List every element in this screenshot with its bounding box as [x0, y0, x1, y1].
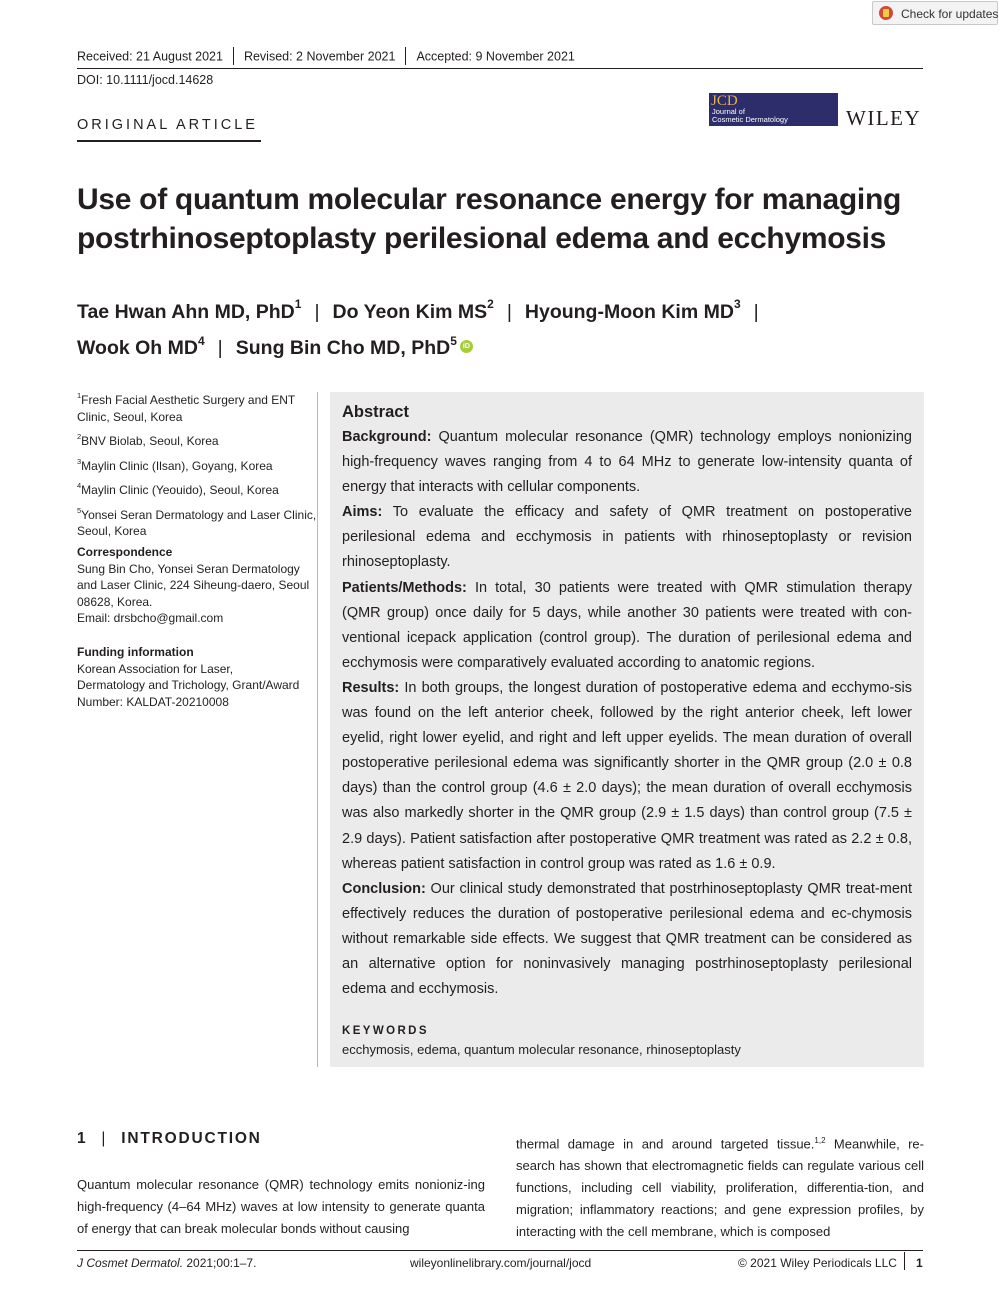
body-text-left: Quantum molecular resonance (QMR) technology emits nonioniz-ing high-frequency (4–64 MHz) waves at low intensity to generate quanta of energy that can break molecular bonds without causing: [77, 1177, 485, 1236]
correspondence-line: and Laser Clinic, 224 Siheung-daero, Seoul: [77, 578, 310, 592]
funding-line: Dermatology and Trichology, Grant/Award: [77, 678, 300, 692]
revised-date: Revised: 2 November 2021: [243, 49, 396, 64]
author[interactable]: Tae Hwan Ahn MD, PhD$^1$: [77, 297, 302, 323]
column-divider: [317, 392, 318, 1067]
footer-citation: J Cosmet Dermatol. 2021;00:1–7.: [77, 1256, 257, 1270]
abstract: [342, 399, 912, 1002]
footer-divider: [904, 1252, 905, 1270]
section-label: ORIGINAL ARTICLE: [77, 117, 258, 133]
author[interactable]: Hyoung-Moon Kim $MD^3$: [524, 297, 741, 323]
funding-information: [77, 644, 312, 710]
affiliation: $^1$Fresh Facial Aesthetic Surgery and ENT Clinic, Seoul, Korea: [77, 391, 296, 424]
received-date: Received: 21 August 2021: [77, 49, 223, 64]
check-for-updates-label: Check for updates: [901, 7, 999, 21]
correspondence: [77, 544, 312, 627]
body-text-right: thermal damage in and around targeted tissue.$^{1,2}$ Meanwhile, re-search has shown that electromagnetic fields can regulate various cell functions, including cell viability, proliferation, differentia-tion, and migration; inflammatory reactions; and gene expression profiles, by interacting with the cell membrane, which is composed: [516, 1136, 924, 1240]
section-rule: [77, 140, 261, 142]
author[interactable]: Do Yeon Kim $MS^2$: [332, 297, 494, 323]
footer-rule: [77, 1250, 923, 1251]
journal-logo-abbrev: JCD: [711, 93, 738, 109]
funding-heading: Funding information: [77, 645, 194, 659]
author-separator: |: [314, 300, 320, 323]
author-separator: |: [753, 300, 759, 323]
correspondence-heading: Correspondence: [77, 545, 173, 559]
check-for-updates-button[interactable]: [872, 1, 998, 25]
funding-line: Number: KALDAT-20210008: [77, 694, 229, 709]
correspondence-line: Sung Bin Cho, Yonsei Seran Dermatology: [77, 561, 300, 576]
section-heading: 1 | INTRODUCTION: [77, 1130, 262, 1147]
divider: [233, 47, 234, 65]
affiliation: $^2$BNV Biolab, Seoul, Korea: [77, 432, 219, 448]
doi[interactable]: DOI: 10.1111/jocd.14628: [77, 73, 214, 87]
author-separator: |: [506, 300, 512, 323]
header-rule: [77, 68, 923, 69]
crossmark-icon: [879, 6, 893, 20]
journal-logo-name: Journal of Cosmetic Dermatology: [712, 107, 788, 124]
affiliations: [77, 389, 317, 545]
funding-line: Korean Association for Laser,: [77, 661, 234, 676]
affiliation: $^5$Yonsei Seran Dermatology and Laser Clinic, Seoul, Korea: [77, 505, 317, 538]
article-title: Use of quantum molecular resonance energy for managing postrhinoseptoplasty perilesional edema and ecchymosis: [77, 183, 901, 255]
citation-ref[interactable]: 1,2: [814, 1136, 826, 1145]
correspondence-line: 08628, Korea.: [77, 594, 153, 609]
affiliation: $^4$Maylin Clinic (Yeouido), Seoul, Korea: [77, 481, 279, 497]
article-dates: [77, 48, 575, 66]
abstract-conclusion: Conclusion: Our clinical study demonstrated that postrhinoseptoplasty QMR treat-ment effectively reduces the duration of postoperative perilesional edema and ec-chymosis without remarkable side effects. We suggest that QMR treatment can be considered as an alternative option for noninvasively managing postrhinoseptoplasty perilesional edema and ecchymosis.: [342, 880, 912, 998]
affiliation: $^3$Maylin Clinic (Ilsan), Goyang, Korea: [77, 456, 273, 473]
abstract-aims: Aims: To evaluate the efficacy and safety of QMR treatment on postoperative perilesional edema and ecchymosis in patients with rhinoseptoplasty or revision rhinoseptoplasty.: [342, 504, 912, 571]
publisher-logo: WILEY: [846, 106, 922, 130]
keywords-heading: KEYWORDS: [342, 1025, 429, 1037]
divider: [405, 47, 406, 65]
keywords: ecchymosis, edema, quantum molecular resonance, rhinoseptoplasty: [342, 1042, 741, 1057]
orcid-icon[interactable]: iD: [460, 340, 473, 353]
journal-logo: [709, 93, 838, 126]
footer-url[interactable]: wileyonlinelibrary.com/journal/jocd: [410, 1256, 592, 1270]
author-separator: |: [217, 337, 223, 359]
correspondence-email[interactable]: Email: drsbcho@gmail.com: [77, 611, 224, 625]
page-number: 1: [916, 1256, 923, 1270]
abstract-methods: Patients/Methods: In total, 30 patients were treated with QMR stimulation therapy (QMR group) once daily for 5 days, while another 30 patients were treated with con-ventional icepack application (control group). The duration of perilesional edema and ecchymosis were comparatively evaluated according to anatomic regions.: [342, 579, 913, 671]
abstract-heading: Abstract: [342, 403, 409, 421]
author[interactable]: Wook Oh $MD^4$: [77, 333, 205, 359]
footer-copyright: © 2021 Wiley Periodicals LLC: [738, 1256, 897, 1270]
author[interactable]: Sung Bin Cho MD, PhD$^5$: [235, 333, 457, 359]
author-list: [77, 291, 923, 364]
accepted-date: Accepted: 9 November 2021: [416, 49, 575, 64]
abstract-results: Results: In both groups, the longest duration of postoperative edema and ecchymo-sis was found on the left anterior cheek, followed by the right anterior cheek, left lower eyelid, right lower eyelid, and right and left upper eyelids. The mean duration of overall postoperative perilesional edema was significantly shorter in the QMR group (2.0 ± 0.8 days) than the control group (4.6 ± 2.0 days); the mean duration of overall ecchymosis was also markedly shorter in the QMR group (2.9 ± 1.5 days) than control group (7.5 ± 2.9 days). Patient satisfaction after postoperative QMR treatment was rated as 2.2 ± 0.8, whereas patient satisfaction in control group was rated as 1.6 ± 0.9.: [342, 679, 912, 872]
abstract-background: Background: Quantum molecular resonance (QMR) technology employs nonionizing high-frequency waves ranging from 4 to 64 MHz to generate low-intensity quanta of energy that interacts with cellular components.: [342, 429, 912, 496]
